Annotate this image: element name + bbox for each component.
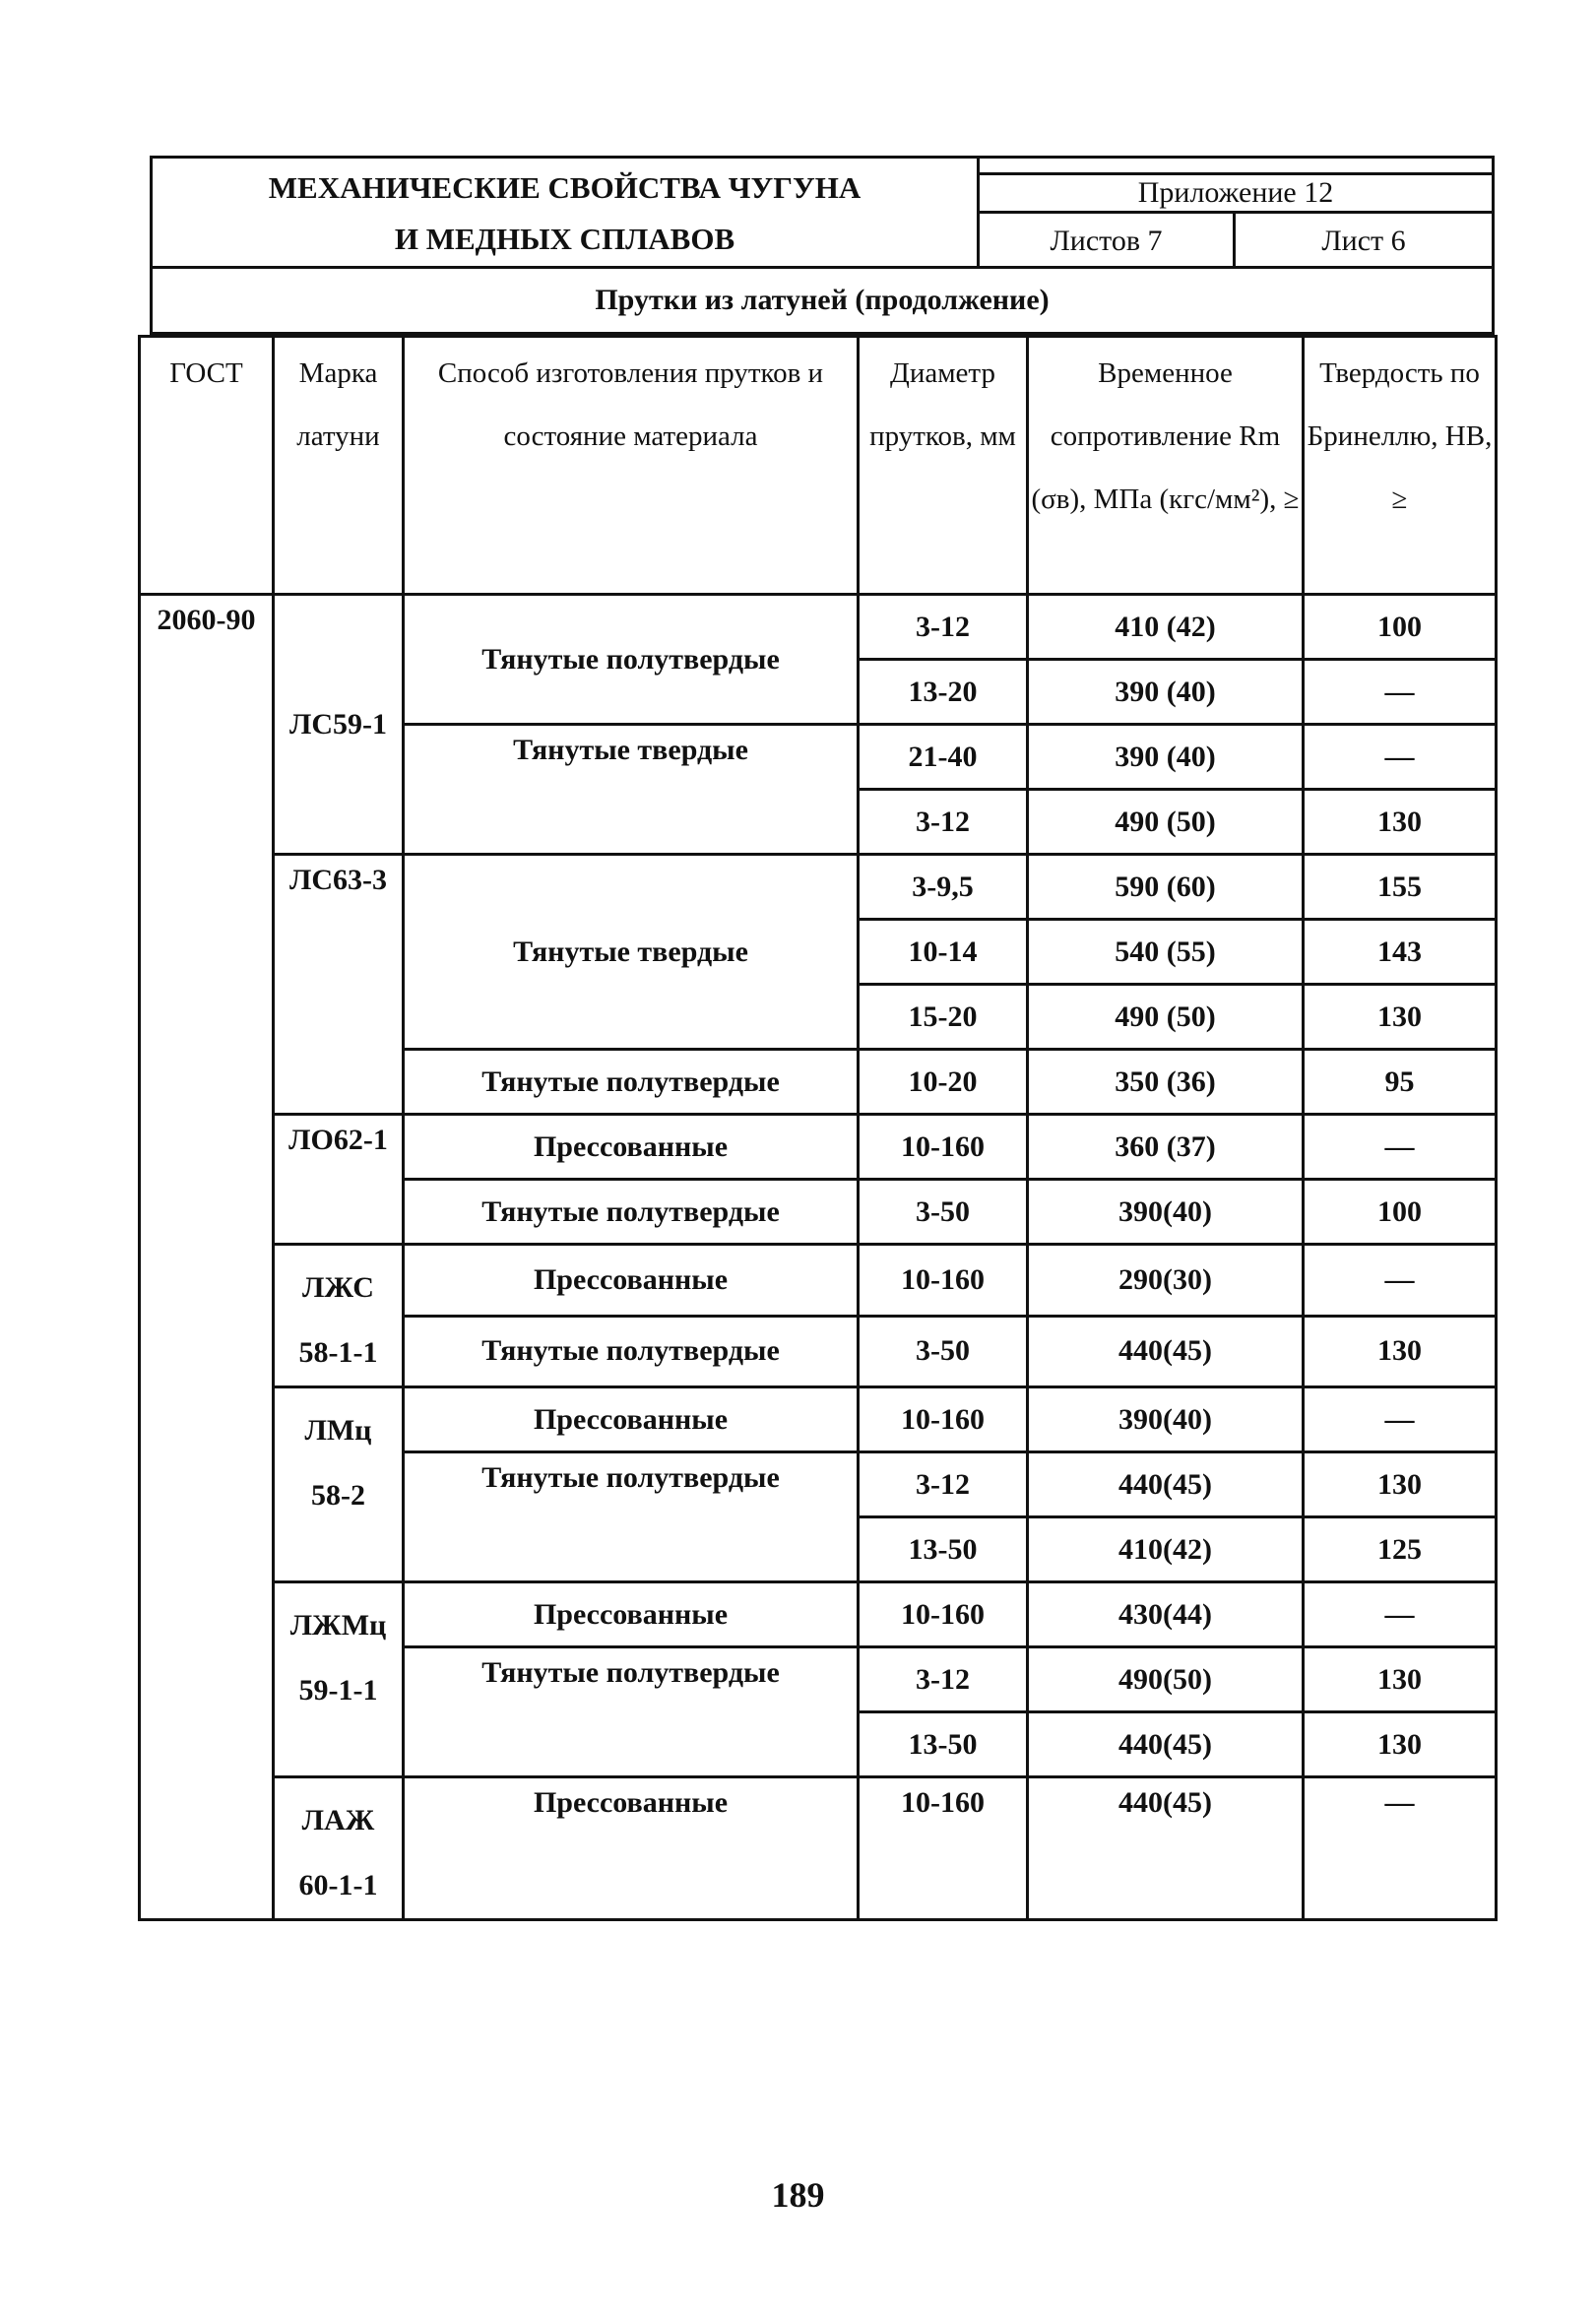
hardness-cell: 130 bbox=[1304, 1316, 1497, 1387]
strength-cell: 540 (55) bbox=[1028, 920, 1304, 985]
strength-cell: 290(30) bbox=[1028, 1245, 1304, 1317]
diameter-cell: 21-40 bbox=[859, 725, 1028, 790]
strength-cell: 360 (37) bbox=[1028, 1115, 1304, 1180]
appendix-label: Приложение 12 bbox=[980, 172, 1492, 214]
diameter-cell: 3-12 bbox=[859, 595, 1028, 660]
sheet-current: Лист 6 bbox=[1321, 225, 1406, 257]
strength-cell: 430(44) bbox=[1028, 1582, 1304, 1647]
hardness-cell: — bbox=[1304, 1245, 1497, 1317]
method-cell: Прессованные bbox=[404, 1777, 859, 1920]
header-meta bbox=[980, 159, 1492, 269]
hardness-cell: 130 bbox=[1304, 1647, 1497, 1712]
method-cell: Тянутые полутвердые bbox=[404, 1316, 859, 1387]
strength-cell: 350 (36) bbox=[1028, 1050, 1304, 1115]
strength-cell: 390 (40) bbox=[1028, 725, 1304, 790]
strength-cell: 390 (40) bbox=[1028, 660, 1304, 725]
grade-line-2: 58-1-1 bbox=[298, 1336, 378, 1369]
page-number: 189 bbox=[771, 2175, 825, 2215]
strength-cell: 590 (60) bbox=[1028, 855, 1304, 920]
hardness-cell: — bbox=[1304, 1582, 1497, 1647]
method-cell: Прессованные bbox=[404, 1387, 859, 1452]
col-header-gost: ГОСТ bbox=[140, 337, 274, 595]
hardness-cell: — bbox=[1304, 1387, 1497, 1452]
grade-cell: ЛО62-1 bbox=[274, 1115, 404, 1245]
hardness-cell: — bbox=[1304, 660, 1497, 725]
strength-cell: 490(50) bbox=[1028, 1647, 1304, 1712]
hardness-cell: 130 bbox=[1304, 985, 1497, 1050]
col-header-strength: Временное сопротивление Rm (σв), МПа (кгс/мм²), ≥ bbox=[1028, 337, 1304, 595]
method-cell: Тянутые полутвердые bbox=[404, 1050, 859, 1115]
grade-line-2: 59-1-1 bbox=[298, 1674, 378, 1707]
hardness-cell: 130 bbox=[1304, 790, 1497, 855]
title-line-2: И МЕДНЫХ СПЛАВОВ bbox=[394, 222, 735, 256]
table-header-row bbox=[140, 337, 1497, 595]
diameter-cell: 3-9,5 bbox=[859, 855, 1028, 920]
diameter-cell: 10-160 bbox=[859, 1582, 1028, 1647]
hardness-cell: 100 bbox=[1304, 1180, 1497, 1245]
strength-cell: 440(45) bbox=[1028, 1777, 1304, 1920]
diameter-cell: 10-160 bbox=[859, 1387, 1028, 1452]
diameter-cell: 3-50 bbox=[859, 1316, 1028, 1387]
strength-cell: 490 (50) bbox=[1028, 985, 1304, 1050]
hardness-cell: 95 bbox=[1304, 1050, 1497, 1115]
grade-cell bbox=[274, 1387, 404, 1582]
hardness-cell: 155 bbox=[1304, 855, 1497, 920]
gost-cell: 2060-90 bbox=[140, 595, 274, 1920]
grade-line-2: 60-1-1 bbox=[298, 1869, 378, 1901]
hardness-cell: 130 bbox=[1304, 1452, 1497, 1517]
table-row bbox=[140, 1777, 1497, 1920]
method-cell: Прессованные bbox=[404, 1115, 859, 1180]
table-row bbox=[140, 855, 1497, 920]
title-line-1: МЕХАНИЧЕСКИЕ СВОЙСТВА ЧУГУНА bbox=[268, 170, 862, 205]
grade-cell: ЛС63-3 bbox=[274, 855, 404, 1115]
diameter-cell: 15-20 bbox=[859, 985, 1028, 1050]
hardness-cell: 100 bbox=[1304, 595, 1497, 660]
properties-table bbox=[138, 335, 1498, 1921]
col-header-method: Способ изготовления прутков и состояние материала bbox=[404, 337, 859, 595]
sheets-total: Листов 7 bbox=[980, 214, 1236, 269]
diameter-cell: 10-160 bbox=[859, 1115, 1028, 1180]
grade-cell bbox=[274, 1777, 404, 1920]
table-subtitle: Прутки из латуней (продолжение) bbox=[150, 266, 1495, 335]
diameter-cell: 10-160 bbox=[859, 1777, 1028, 1920]
diameter-cell: 10-20 bbox=[859, 1050, 1028, 1115]
diameter-cell: 13-20 bbox=[859, 660, 1028, 725]
table-row bbox=[140, 1245, 1497, 1317]
strength-cell: 440(45) bbox=[1028, 1712, 1304, 1777]
hardness-cell: — bbox=[1304, 725, 1497, 790]
method-cell: Прессованные bbox=[404, 1582, 859, 1647]
diameter-cell: 3-12 bbox=[859, 1452, 1028, 1517]
col-header-diameter: Диаметр прутков, мм bbox=[859, 337, 1028, 595]
method-cell: Тянутые полутвердые bbox=[404, 1647, 859, 1777]
grade-line-1: ЛЖС bbox=[302, 1271, 374, 1304]
header-block bbox=[150, 156, 1495, 266]
hardness-cell: 130 bbox=[1304, 1712, 1497, 1777]
col-header-grade: Марка латуни bbox=[274, 337, 404, 595]
diameter-cell: 10-160 bbox=[859, 1245, 1028, 1317]
strength-cell: 390(40) bbox=[1028, 1180, 1304, 1245]
strength-cell: 490 (50) bbox=[1028, 790, 1304, 855]
diameter-cell: 13-50 bbox=[859, 1517, 1028, 1582]
grade-cell bbox=[274, 1245, 404, 1387]
method-cell: Тянутые полутвердые bbox=[404, 595, 859, 725]
diameter-cell: 3-12 bbox=[859, 1647, 1028, 1712]
hardness-cell: 143 bbox=[1304, 920, 1497, 985]
hardness-cell: — bbox=[1304, 1115, 1497, 1180]
strength-cell: 440(45) bbox=[1028, 1452, 1304, 1517]
grade-line-1: ЛМц bbox=[304, 1414, 372, 1447]
diameter-cell: 3-12 bbox=[859, 790, 1028, 855]
method-cell: Прессованные bbox=[404, 1245, 859, 1317]
table-row bbox=[140, 595, 1497, 660]
diameter-cell: 10-14 bbox=[859, 920, 1028, 985]
hardness-cell: 125 bbox=[1304, 1517, 1497, 1582]
method-cell: Тянутые твердые bbox=[404, 725, 859, 855]
grade-cell bbox=[274, 1582, 404, 1777]
grade-line-1: ЛАЖ bbox=[301, 1804, 375, 1837]
col-header-hardness: Твердость по Бринеллю, НВ, ≥ bbox=[1304, 337, 1497, 595]
hardness-cell: — bbox=[1304, 1777, 1497, 1920]
method-cell: Тянутые полутвердые bbox=[404, 1452, 859, 1582]
strength-cell: 410 (42) bbox=[1028, 595, 1304, 660]
strength-cell: 390(40) bbox=[1028, 1387, 1304, 1452]
table-row bbox=[140, 1387, 1497, 1452]
grade-line-2: 58-2 bbox=[311, 1479, 365, 1512]
grade-cell: ЛС59-1 bbox=[274, 595, 404, 855]
table-row bbox=[140, 1115, 1497, 1180]
table-row bbox=[140, 1582, 1497, 1647]
strength-cell: 410(42) bbox=[1028, 1517, 1304, 1582]
method-cell: Тянутые твердые bbox=[404, 855, 859, 1050]
diameter-cell: 13-50 bbox=[859, 1712, 1028, 1777]
document-title bbox=[153, 159, 980, 269]
method-cell: Тянутые полутвердые bbox=[404, 1180, 859, 1245]
diameter-cell: 3-50 bbox=[859, 1180, 1028, 1245]
strength-cell: 440(45) bbox=[1028, 1316, 1304, 1387]
grade-line-1: ЛЖМц bbox=[289, 1609, 387, 1642]
